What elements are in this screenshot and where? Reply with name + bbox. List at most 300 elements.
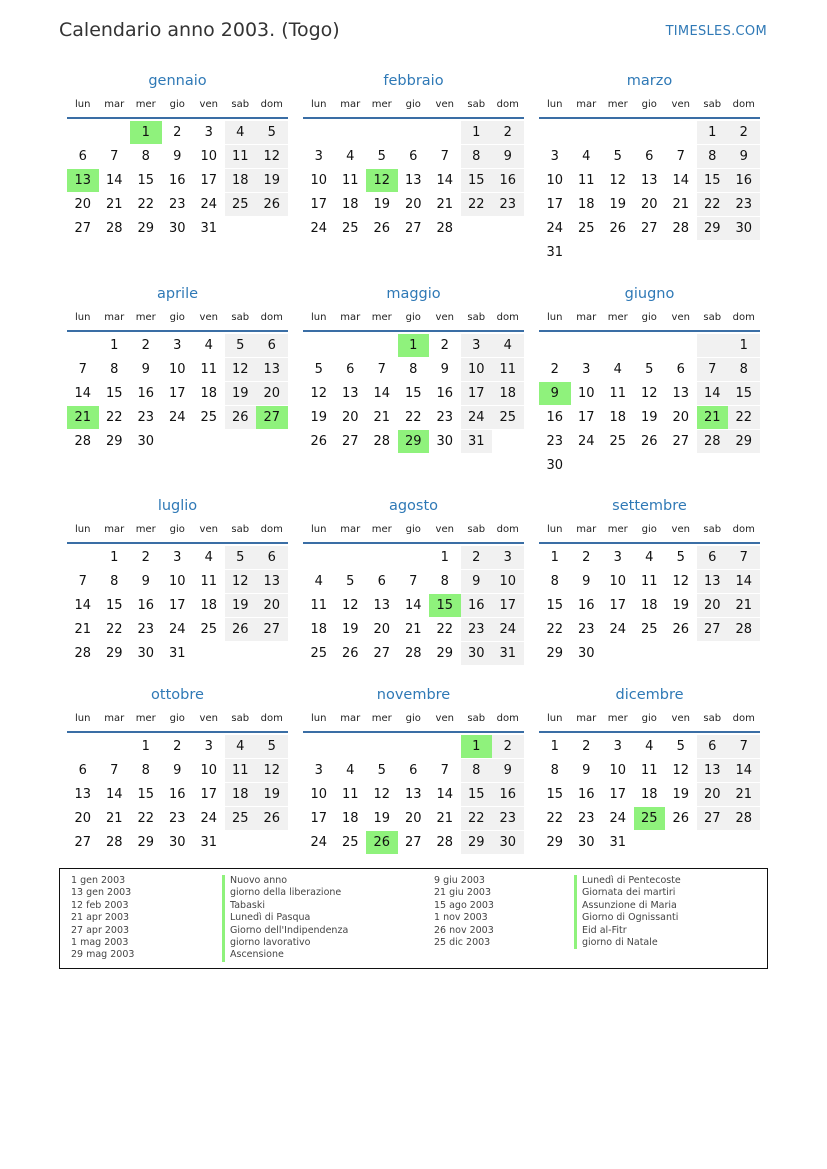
day-cell: 25 — [609, 434, 627, 449]
holiday-legend — [59, 868, 768, 969]
weekday-header — [539, 312, 760, 326]
weekday-label: lun — [547, 524, 563, 535]
day-cell: 28 — [74, 646, 92, 661]
weekday-label: lun — [547, 312, 563, 323]
weekday-label: mar — [576, 99, 597, 110]
legend-date: 1 gen 2003 — [71, 875, 126, 886]
month-name: novembre — [376, 687, 451, 703]
weekday-label: sab — [703, 524, 722, 535]
day-cell: 8 — [110, 574, 119, 589]
day-cell: 18 — [341, 811, 359, 826]
weekday-label: sab — [467, 312, 486, 323]
weekday-label: gio — [405, 99, 421, 110]
day-cell: 23 — [137, 410, 155, 425]
day-cell: 10 — [461, 358, 493, 381]
day-cell: 3 — [314, 763, 323, 778]
day-cell: 9 — [582, 574, 591, 589]
day-cell: 19 — [225, 594, 257, 617]
header-rule — [539, 117, 760, 119]
day-cell: 24 — [546, 221, 564, 236]
day-cell: 24 — [310, 835, 328, 850]
month-name: gennaio — [148, 73, 207, 89]
day-cell: 14 — [404, 598, 422, 613]
day-cell: 16 — [728, 169, 760, 192]
day-cell: 31 — [200, 835, 218, 850]
day-cell: 25 — [310, 646, 328, 661]
legend-date: 27 apr 2003 — [71, 924, 130, 936]
day-cell: 26 — [225, 406, 257, 429]
day-cell: 25 — [577, 221, 595, 236]
day-cell: 17 — [546, 197, 564, 212]
day-cell: 2 — [141, 550, 150, 565]
day-cell: 20 — [373, 622, 391, 637]
day-cell: 26 — [341, 646, 359, 661]
day-cell: 19 — [672, 787, 690, 802]
day-cell: 21 — [404, 622, 422, 637]
day-cell: 5 — [676, 739, 685, 754]
day-cell: 29 — [137, 221, 155, 236]
holiday-day-cell: 13 — [67, 169, 99, 192]
day-cell: 13 — [640, 173, 658, 188]
weekday-header — [67, 312, 288, 326]
legend-holiday-name: giorno della liberazione — [222, 887, 348, 899]
day-cell: 13 — [404, 787, 422, 802]
day-cell: 2 — [440, 338, 449, 353]
day-cell: 16 — [137, 598, 155, 613]
weekday-header — [67, 713, 288, 727]
day-cell: 9 — [141, 362, 150, 377]
day-cell: 25 — [200, 410, 218, 425]
day-cell: 21 — [436, 197, 454, 212]
day-cell: 14 — [74, 598, 92, 613]
day-cell: 15 — [728, 382, 760, 405]
day-cell: 20 — [74, 197, 92, 212]
day-cell: 13 — [697, 759, 729, 782]
header-rule — [67, 117, 288, 119]
legend-date: 29 mag 2003 — [71, 949, 135, 961]
day-cell: 8 — [461, 759, 493, 782]
day-cell: 31 — [168, 646, 186, 661]
legend-date: 13 gen 2003 — [71, 887, 132, 899]
brand-link[interactable]: TIMESLES.COM — [665, 24, 767, 39]
day-cell: 23 — [461, 618, 493, 641]
day-cell: 20 — [74, 811, 92, 826]
day-cell: 10 — [310, 787, 328, 802]
day-cell: 24 — [168, 410, 186, 425]
weekday-label: mar — [340, 312, 361, 323]
weekday-label: dom — [260, 99, 283, 110]
day-cell: 12 — [256, 145, 288, 168]
legend-date: 25 dic 2003 — [434, 936, 491, 948]
header-rule — [303, 117, 524, 119]
day-cell: 21 — [373, 410, 391, 425]
legend-date: 9 giu 2003 — [434, 875, 485, 886]
weekday-label: lun — [311, 524, 327, 535]
weekday-label: ven — [435, 312, 454, 323]
weekday-header — [539, 99, 760, 113]
holiday-day-cell: 21 — [67, 406, 99, 429]
weekday-label: gio — [405, 524, 421, 535]
day-cell: 24 — [168, 622, 186, 637]
day-cell: 28 — [105, 221, 123, 236]
day-cell: 5 — [256, 121, 288, 144]
weekday-label: gio — [641, 99, 657, 110]
day-cell: 15 — [461, 783, 493, 806]
day-cell: 4 — [204, 338, 213, 353]
day-cell: 11 — [640, 574, 658, 589]
day-cell: 24 — [577, 434, 595, 449]
day-cell: 4 — [204, 550, 213, 565]
day-cell: 2 — [492, 735, 524, 758]
day-cell: 6 — [645, 149, 654, 164]
day-cell: 27 — [74, 835, 92, 850]
month-name: ottobre — [151, 687, 204, 703]
day-cell: 7 — [440, 763, 449, 778]
day-cell: 13 — [373, 598, 391, 613]
day-cell: 30 — [168, 221, 186, 236]
weekday-label: ven — [435, 99, 454, 110]
holiday-day-cell: 1 — [130, 121, 162, 144]
day-cell: 4 — [225, 735, 257, 758]
day-cell: 21 — [436, 811, 454, 826]
day-cell: 22 — [546, 622, 564, 637]
day-cell: 3 — [461, 334, 493, 357]
day-cell: 17 — [168, 598, 186, 613]
weekday-label: ven — [671, 312, 690, 323]
day-cell: 7 — [728, 546, 760, 569]
weekday-header — [539, 713, 760, 727]
weekday-label: dom — [732, 99, 755, 110]
day-cell: 17 — [461, 382, 493, 405]
day-cell: 11 — [225, 759, 257, 782]
day-cell: 19 — [256, 783, 288, 806]
day-cell: 1 — [550, 739, 559, 754]
holiday-day-cell: 27 — [256, 406, 288, 429]
day-cell: 11 — [640, 763, 658, 778]
day-cell: 21 — [728, 783, 760, 806]
day-cell: 16 — [137, 386, 155, 401]
day-cell: 19 — [341, 622, 359, 637]
day-cell: 18 — [225, 169, 257, 192]
legend-date: 12 feb 2003 — [71, 899, 129, 911]
weekday-label: gio — [405, 713, 421, 724]
day-cell: 8 — [728, 358, 760, 381]
day-cell: 12 — [640, 386, 658, 401]
day-cell: 22 — [105, 622, 123, 637]
day-cell: 11 — [341, 787, 359, 802]
day-cell: 18 — [200, 598, 218, 613]
day-cell: 6 — [409, 149, 418, 164]
day-cell: 10 — [577, 386, 595, 401]
day-cell: 30 — [728, 217, 760, 240]
legend-holiday-name: Ascensione — [222, 949, 348, 961]
month-name: aprile — [156, 286, 199, 302]
day-cell: 22 — [105, 410, 123, 425]
weekday-label: ven — [199, 312, 218, 323]
day-cell: 8 — [440, 574, 449, 589]
month-name: giugno — [624, 286, 675, 302]
day-cell: 13 — [404, 173, 422, 188]
day-cell: 20 — [404, 811, 422, 826]
day-cell: 19 — [672, 598, 690, 613]
day-cell: 5 — [256, 735, 288, 758]
day-cell: 14 — [436, 787, 454, 802]
weekday-label: mar — [576, 524, 597, 535]
day-cell: 1 — [141, 739, 150, 754]
weekday-label: dom — [260, 524, 283, 535]
day-cell: 12 — [310, 386, 328, 401]
day-cell: 26 — [373, 221, 391, 236]
day-cell: 16 — [492, 783, 524, 806]
header-rule — [303, 542, 524, 544]
day-cell: 1 — [728, 334, 760, 357]
day-cell: 7 — [676, 149, 685, 164]
header-rule — [67, 542, 288, 544]
day-cell: 24 — [492, 618, 524, 641]
legend-holiday-name: Tabaski — [222, 900, 348, 912]
day-cell: 9 — [582, 763, 591, 778]
header-rule — [539, 542, 760, 544]
legend-date: 21 apr 2003 — [71, 912, 130, 924]
day-cell: 4 — [645, 739, 654, 754]
day-cell: 29 — [461, 831, 493, 854]
weekday-label: dom — [260, 713, 283, 724]
day-cell: 29 — [105, 434, 123, 449]
day-cell: 12 — [609, 173, 627, 188]
day-cell: 20 — [697, 783, 729, 806]
weekday-header — [67, 99, 288, 113]
day-cell: 20 — [341, 410, 359, 425]
weekday-label: gio — [641, 524, 657, 535]
holiday-day-cell: 29 — [398, 430, 430, 453]
weekday-label: gio — [641, 713, 657, 724]
weekday-label: lun — [547, 713, 563, 724]
day-cell: 13 — [341, 386, 359, 401]
weekday-label: dom — [496, 312, 519, 323]
day-cell: 26 — [256, 807, 288, 830]
day-cell: 23 — [168, 197, 186, 212]
weekday-label: mer — [371, 713, 392, 724]
month-name: agosto — [388, 498, 439, 514]
day-cell: 30 — [492, 831, 524, 854]
weekday-label: gio — [169, 312, 185, 323]
day-cell: 4 — [346, 763, 355, 778]
legend-left-names — [222, 875, 348, 962]
day-cell: 1 — [110, 550, 119, 565]
day-cell: 3 — [173, 550, 182, 565]
day-cell: 21 — [105, 811, 123, 826]
day-cell: 15 — [546, 598, 564, 613]
weekday-label: gio — [405, 312, 421, 323]
day-cell: 10 — [168, 362, 186, 377]
weekday-label: dom — [496, 99, 519, 110]
day-cell: 21 — [728, 594, 760, 617]
day-cell: 29 — [137, 835, 155, 850]
weekday-label: ven — [671, 713, 690, 724]
day-cell: 6 — [78, 149, 87, 164]
day-cell: 19 — [373, 811, 391, 826]
legend-right-names — [574, 875, 681, 949]
legend-holiday-name: Giorno dell'Indipendenza — [222, 925, 348, 937]
legend-date: 21 giu 2003 — [434, 887, 491, 899]
legend-date: 26 nov 2003 — [434, 924, 494, 936]
legend-holiday-name: Nuovo anno — [222, 875, 348, 887]
month-name: maggio — [386, 286, 441, 302]
holiday-day-cell: 25 — [634, 807, 666, 830]
day-cell: 18 — [341, 197, 359, 212]
day-cell: 26 — [672, 811, 690, 826]
day-cell: 19 — [310, 410, 328, 425]
day-cell: 15 — [137, 787, 155, 802]
day-cell: 3 — [550, 149, 559, 164]
empty-weekend-cell — [697, 334, 729, 357]
weekday-label: mer — [135, 312, 156, 323]
day-cell: 25 — [492, 406, 524, 429]
day-cell: 8 — [409, 362, 418, 377]
day-cell: 23 — [492, 193, 524, 216]
weekday-label: sab — [467, 524, 486, 535]
weekday-label: ven — [435, 713, 454, 724]
day-cell: 12 — [672, 763, 690, 778]
weekday-header — [67, 524, 288, 538]
day-cell: 20 — [256, 382, 288, 405]
day-cell: 9 — [461, 570, 493, 593]
day-cell: 2 — [550, 362, 559, 377]
weekday-label: ven — [199, 524, 218, 535]
day-cell: 16 — [461, 594, 493, 617]
day-cell: 11 — [577, 173, 595, 188]
weekday-label: dom — [732, 312, 755, 323]
weekday-label: dom — [732, 713, 755, 724]
header-rule — [67, 731, 288, 733]
day-cell: 24 — [461, 406, 493, 429]
day-cell: 14 — [436, 173, 454, 188]
day-cell: 10 — [310, 173, 328, 188]
day-cell: 24 — [609, 622, 627, 637]
day-cell: 14 — [728, 759, 760, 782]
legend-holiday-name: Assunzione di Maria — [574, 900, 681, 912]
weekday-label: mar — [576, 312, 597, 323]
weekday-label: sab — [467, 99, 486, 110]
weekday-label: mer — [371, 99, 392, 110]
day-cell: 28 — [436, 835, 454, 850]
weekday-label: mar — [340, 524, 361, 535]
day-cell: 28 — [728, 618, 760, 641]
day-cell: 15 — [105, 598, 123, 613]
day-cell: 1 — [697, 121, 729, 144]
day-cell: 26 — [672, 622, 690, 637]
day-cell: 18 — [492, 382, 524, 405]
day-cell: 7 — [728, 735, 760, 758]
month-name: febbraio — [383, 73, 444, 89]
day-cell: 18 — [609, 410, 627, 425]
legend-holiday-name: Giornata dei martiri — [574, 887, 681, 899]
day-cell: 2 — [492, 121, 524, 144]
weekday-label: dom — [496, 713, 519, 724]
day-cell: 12 — [256, 759, 288, 782]
month-name: settembre — [612, 498, 687, 514]
day-cell: 27 — [404, 835, 422, 850]
day-cell: 19 — [609, 197, 627, 212]
holiday-day-cell: 9 — [539, 382, 571, 405]
day-cell: 11 — [225, 145, 257, 168]
day-cell: 6 — [697, 735, 729, 758]
day-cell: 5 — [676, 550, 685, 565]
holiday-day-cell: 26 — [366, 831, 398, 854]
day-cell: 22 — [404, 410, 422, 425]
page-title: Calendario anno 2003. (Togo) — [59, 19, 340, 41]
day-cell: 17 — [200, 787, 218, 802]
day-cell: 13 — [74, 787, 92, 802]
day-cell: 29 — [436, 646, 454, 661]
day-cell: 19 — [373, 197, 391, 212]
day-cell: 7 — [78, 574, 87, 589]
weekday-label: mer — [135, 713, 156, 724]
day-cell: 12 — [225, 358, 257, 381]
day-cell: 27 — [640, 221, 658, 236]
day-cell: 8 — [141, 149, 150, 164]
day-cell: 28 — [74, 434, 92, 449]
day-cell: 10 — [609, 574, 627, 589]
day-cell: 27 — [404, 221, 422, 236]
weekday-label: mar — [104, 99, 125, 110]
day-cell: 6 — [256, 546, 288, 569]
weekday-label: sab — [231, 713, 250, 724]
day-cell: 26 — [609, 221, 627, 236]
day-cell: 15 — [105, 386, 123, 401]
weekday-label: mar — [340, 713, 361, 724]
day-cell: 31 — [492, 642, 524, 665]
day-cell: 24 — [310, 221, 328, 236]
holiday-day-cell: 12 — [366, 169, 398, 192]
weekday-label: gio — [169, 524, 185, 535]
day-cell: 5 — [377, 149, 386, 164]
legend-date: 1 mag 2003 — [71, 936, 129, 948]
day-cell: 18 — [640, 598, 658, 613]
day-cell: 15 — [697, 169, 729, 192]
day-cell: 25 — [225, 807, 257, 830]
day-cell: 8 — [461, 145, 493, 168]
day-cell: 13 — [256, 358, 288, 381]
day-cell: 22 — [697, 193, 729, 216]
weekday-label: gio — [641, 312, 657, 323]
day-cell: 17 — [577, 410, 595, 425]
day-cell: 4 — [645, 550, 654, 565]
day-cell: 30 — [577, 646, 595, 661]
day-cell: 20 — [404, 197, 422, 212]
day-cell: 27 — [697, 618, 729, 641]
weekday-label: lun — [311, 713, 327, 724]
day-cell: 7 — [409, 574, 418, 589]
legend-date: 15 ago 2003 — [434, 899, 494, 911]
weekday-header — [303, 312, 524, 326]
legend-right-dates — [434, 875, 494, 949]
day-cell: 14 — [105, 173, 123, 188]
day-cell: 11 — [609, 386, 627, 401]
weekday-label: sab — [231, 524, 250, 535]
day-cell: 18 — [577, 197, 595, 212]
weekday-label: mar — [104, 312, 125, 323]
weekday-label: mar — [576, 713, 597, 724]
day-cell: 31 — [461, 430, 493, 453]
weekday-label: lun — [75, 524, 91, 535]
day-cell: 16 — [168, 787, 186, 802]
day-cell: 10 — [492, 570, 524, 593]
day-cell: 28 — [697, 430, 729, 453]
legend-holiday-name: Lunedì di Pasqua — [222, 912, 348, 924]
day-cell: 3 — [204, 739, 213, 754]
day-cell: 9 — [440, 362, 449, 377]
